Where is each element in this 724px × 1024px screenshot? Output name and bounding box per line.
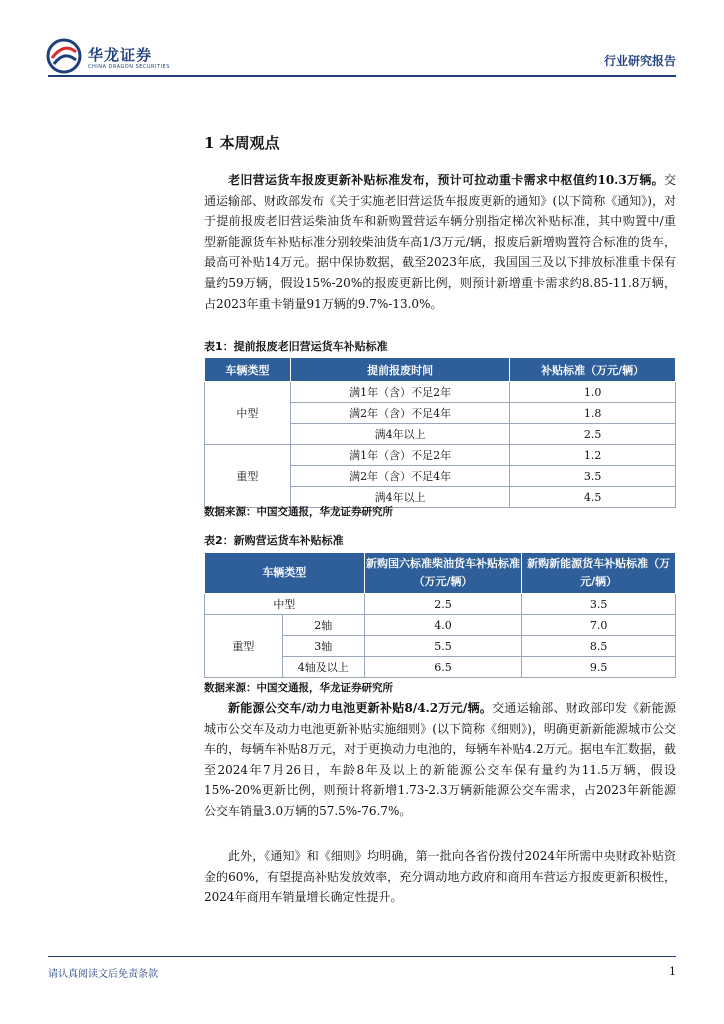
table-row <box>205 594 676 615</box>
report-type: 行业研究报告 <box>603 54 676 68</box>
table-header-cell: 补贴标准（万元/辆） <box>510 358 676 382</box>
table-header-cell: 车辆类型 <box>205 358 291 382</box>
ev-subsidy-cell: 7.0 <box>522 615 676 636</box>
vehicle-type-cell: 重型 <box>205 445 291 508</box>
scrap-time-cell: 满1年（含）不足2年 <box>290 382 510 403</box>
diesel-subsidy-cell: 4.0 <box>364 615 522 636</box>
table-row <box>205 382 676 403</box>
table-row <box>205 445 676 466</box>
table-header-row <box>205 553 676 594</box>
diesel-subsidy-cell: 6.5 <box>364 657 522 678</box>
table-header-cell: 新购新能源货车补贴标准（万元/辆） <box>522 553 676 594</box>
diesel-subsidy-cell: 5.5 <box>364 636 522 657</box>
table1 <box>204 357 676 508</box>
subsidy-cell: 4.5 <box>510 487 676 508</box>
table1-title: 表1：提前报废老旧营运货车补贴标准 <box>204 340 388 353</box>
footer-divider <box>48 956 676 957</box>
brand-name: 华龙证券 <box>88 46 153 64</box>
table1-source: 数据来源：中国交通报，华龙证券研究所 <box>204 506 393 518</box>
scrap-time-cell: 满4年以上 <box>290 424 510 445</box>
vehicle-type-cell: 中型 <box>205 382 291 445</box>
paragraph-truck-subsidy <box>204 170 676 314</box>
header-divider <box>48 75 676 77</box>
company-logo-icon <box>46 38 82 74</box>
table2 <box>204 552 676 678</box>
table-header-cell: 新购国六标准柴油货车补贴标准（万元/辆） <box>364 553 522 594</box>
page-number: 1 <box>669 965 676 978</box>
table-header-cell: 车辆类型 <box>205 553 365 594</box>
section-title: 1 本周观点 <box>204 134 280 152</box>
subsidy-cell: 1.0 <box>510 382 676 403</box>
vehicle-type-cell: 中型 <box>205 594 365 615</box>
ev-subsidy-cell: 9.5 <box>522 657 676 678</box>
subsidy-cell: 1.8 <box>510 403 676 424</box>
axle-cell: 4轴及以上 <box>282 657 364 678</box>
axle-cell: 3轴 <box>282 636 364 657</box>
disclaimer-note: 请认真阅读文后免责条款 <box>48 969 158 980</box>
paragraph-body: 交通运输部、财政部发布《关于实施老旧营运货车报废更新的通知》(以下简称《通知》)，对于提前报废老旧营运柴油货车和新购置营运车辆分别指定梯次补贴标准，其中购置中/重型新能源货车补贴标准分别较柴油货车高1/3万元/辆，报废后新增购置符合标准的货车，最高可补贴14万元。据中保协数据，截至2023年底，我国国三及以下排放标准重卡保有量约59万辆，假设15%-20%的报废更新比例，则预计新增重卡需求约8.85-11.8万辆，占2023年重卡销量91万辆的9.7%-13.0%。 <box>204 173 676 311</box>
scrap-time-cell: 满2年（含）不足4年 <box>290 466 510 487</box>
diesel-subsidy-cell: 2.5 <box>364 594 522 615</box>
scrap-time-cell: 满2年（含）不足4年 <box>290 403 510 424</box>
table-row <box>205 615 676 636</box>
paragraph-body: 交通运输部、财政部印发《新能源城市公交车及动力电池更新补贴实施细则》(以下简称《细则》)，明确更新新能源城市公交车的，每辆车补贴8万元，对于更换动力电池的，每辆车补贴4.2万元。据电车汇数据，截至2024年7月26日，车龄8年及以上的新能源公交车保有量约为11.5万辆，假设15%-20%更新比例，则预计将新增1.73-2.3万辆新能源公交车需求，占2023年新能源公交车销量3.0万辆的57.5%-76.7%。 <box>204 701 676 818</box>
paragraph-lead: 老旧营运货车报废更新补贴标准发布，预计可拉动重卡需求中枢值约10.3万辆。 <box>228 173 664 187</box>
paragraph-conclusion: 此外，《通知》和《细则》均明确，第一批向各省份拨付2024年所需中央财政补贴资金的60%，有望提高补贴发放效率，充分调动地方政府和商用车营运方报废更新积极性，2024年商用车销量增长确定性提升。 <box>204 849 676 905</box>
subsidy-cell: 2.5 <box>510 424 676 445</box>
ev-subsidy-cell: 8.5 <box>522 636 676 657</box>
table-header-cell: 提前报废时间 <box>290 358 510 382</box>
axle-cell: 2轴 <box>282 615 364 636</box>
table2-source: 数据来源：中国交通报，华龙证券研究所 <box>204 682 393 694</box>
subsidy-cell: 1.2 <box>510 445 676 466</box>
scrap-time-cell: 满1年（含）不足2年 <box>290 445 510 466</box>
brand-name-english: CHINA DRAGON SECURITIES <box>88 64 170 70</box>
table-header-row <box>205 358 676 382</box>
vehicle-type-cell: 重型 <box>205 615 283 678</box>
subsidy-cell: 3.5 <box>510 466 676 487</box>
paragraph-lead: 新能源公交车/动力电池更新补贴8/4.2万元/辆。 <box>228 701 493 715</box>
scrap-time-cell: 满4年以上 <box>290 487 510 508</box>
paragraph-bus-subsidy <box>204 698 676 822</box>
ev-subsidy-cell: 3.5 <box>522 594 676 615</box>
table2-title: 表2：新购营运货车补贴标准 <box>204 534 344 547</box>
page-header <box>0 0 724 78</box>
